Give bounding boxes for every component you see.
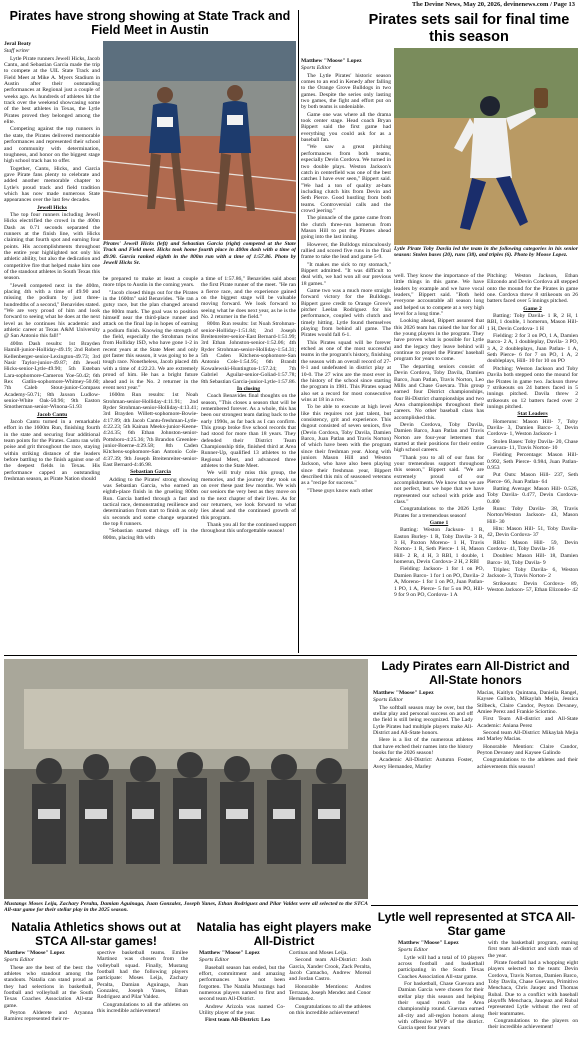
baseball-paragraph: Looking ahead, Bippert assured that this 2026 team has raised the bar for all the young players in the program. They have proven what is possible for Lytle and the legacy they leave behind will continue to propel the Pirates' baseball program for years to come. bbox=[394, 318, 484, 363]
baseball-column-1 bbox=[301, 58, 391, 653]
baseball-stat: Triples: Toby Davila- 6, Weston Jackson- 3, Travis Norton- 2 bbox=[487, 567, 578, 580]
baseball-column-2 bbox=[394, 273, 484, 653]
track-paragraph: Competing against the top runners in the state, the Pirates delivered memorable performances and represented their school and community with determination, toughness, and honor on the biggest stage high school track has to offer. bbox=[4, 126, 100, 165]
track-paragraph: 800m Run results: 1st Noah Strohman-senior-Holliday-1:51.84; 2nd Joseph Breitenreiter-senior-East Bernard-1:51.99; 3rd Ethan Johnston-senior-1:52.06; 4th Ryder Strohman-senior-Holliday-1:54.31; 5th Caden Kitchens-sophomore-San Antonio Cole-1:54.95; 6th Brandt Kowalewski-Huntington-1:57.24; 7th Gabriel Aguilar-senior-Goliad-1:57.78; 8th Sebastian Garcia-junior-Lytle-1:57.86. bbox=[201, 321, 296, 385]
track-paragraph: Together, Cantu, Hicks, and Garcia gave Pirate fans plenty to celebrate and added another memorable chapter to Lytle's proud track and field tradition which has now made numerous State appearances over the last few decades. bbox=[4, 165, 100, 204]
baseball-paragraph: However, the Bulldogs miraculously rallied and scored five runs in the final frame to take the lead and game 5-9. bbox=[301, 241, 391, 261]
natalia-baseball-paragraph: Second team All-District: Josh Garcia, Xander Crook, Zack Peralta, Jacob Camacho, Andrew Moreal and Jordan Castro. bbox=[289, 957, 371, 983]
all-star-photo bbox=[4, 659, 368, 899]
baseball-byline: Matthew "Moose" Lopez bbox=[301, 58, 362, 64]
track-byline: Jeral Beaty bbox=[4, 41, 32, 47]
baseball-stat: Batting Average: Mason Hill- 0.526, Toby Davila- 0.477, Devin Cordova- 0.400 bbox=[487, 486, 578, 505]
lytle-stca-role: Sports Editor bbox=[398, 947, 428, 954]
lady-pirates-column-1 bbox=[373, 690, 473, 900]
baseball-paragraph: "It makes me sick to my stomach," Bippert admitted. "It was difficult to deal with, we had won all our previous 18 games." bbox=[301, 261, 391, 287]
baseball-paragraph: Fielding: Jackson- 1 for 1 on PO, Damien Barco- 1 for 1 on PO, Davila- 2 A, Moreno- 1 for 1 on PO, Juan Patlan- 1 PO, 1 A, Pierce- 5 for 5 on PO, Hill- 9 for 9 on PO, Cordova- 1 A bbox=[394, 566, 484, 598]
track-column-3 bbox=[201, 276, 296, 653]
lytle-stca-paragraph: Lytle will had a total of 10 players across football and basketball participating in the South Texas Coaches Association All-star game. bbox=[398, 954, 484, 980]
baseball-paragraph: Fielding: 2 for 3 on PO, 1 A, Damien Barco- 2 A, 1 doubleplay, Davila- 3 PO, 3 A, 2 doubleplays, Juan Patlan- 1 A, Seth Pierce- 6 for 7 on PO, 1 A, 2 doubleplays, Hill- 10 for 10 on PO bbox=[487, 333, 578, 365]
baseball-paragraph: Game two was a much more straight forward victory for the Bulldogs. Bippert gave credit to Orange Grove's pitcher Leelan Rodriguez for his performance, coupled with clutch and timely hitting. Lytle found themselves playing from behind all game. The Pirates would fall 6-1. bbox=[301, 288, 391, 339]
lady-pirates-role: Sports Editor bbox=[373, 697, 403, 704]
lady-pirates-paragraph: Second team All-District: Mikaylah Mejia and Marley Macias. bbox=[477, 730, 578, 743]
lytle-stca-headline: Lytle well represented at STCA All-Star game bbox=[377, 910, 576, 938]
baseball-paragraph: "These guys know each other bbox=[307, 487, 373, 494]
lytle-stca-column-1 bbox=[398, 940, 484, 1062]
baseball-column-3 bbox=[487, 273, 578, 653]
baseball-role: Sports Editor bbox=[301, 65, 331, 72]
lady-pirates-column-2 bbox=[477, 690, 578, 900]
lytle-stca-column-2 bbox=[488, 940, 578, 1062]
track-column-1 bbox=[4, 41, 100, 653]
natalia-baseball-paragraph: Cortinas and Moses Leija. bbox=[289, 950, 348, 956]
baseball-stat: Fielding Percentage: Mason Hill- 0.992, Seth Pierce- 0.984, Juan Patlan- 0.953 bbox=[487, 452, 578, 471]
baseball-stat: RBIs: Mason Hill- 59, Devin Cordova- 41, Toby Davila- 26 bbox=[487, 539, 578, 553]
track-paragraph: be prepared to make at least a couple more trips to Austin in the coming years. bbox=[103, 276, 198, 289]
baseball-paragraph: well. They know the importance of the little things in this game. We have leaders by example and we have vocal leaders," Bippert said. "Both held everyone accountable all season long and helped us to compete at a very high level for a long time." bbox=[394, 273, 484, 318]
natalia-baseball-paragraph: Baseball season has ended, but the effort, commitment and amazing performances have not been forgotten. The Natalia Mustangs had numerous players named to first and second team All-District. bbox=[199, 964, 285, 1003]
lytle-stca-paragraph: Pirate football had a whopping eight players selected to the team: Devin Cordova, Travis Norton, Damien Barco, Toby Davila, Chase Guevara, Primitivo Menchaca, Chris Jauqez and Thomas Rubal. Due to a conflict with baseball playoffs Menchaca, Jauqeaz and Rubal represented Lytle without the rest of their teammates. bbox=[488, 960, 578, 1017]
baseball-subhead-game1: Game 1 bbox=[429, 520, 449, 527]
baseball-stat: Stolen Bases: Toby Davila- 20, Chase Guevara- 11, Travis Norton- 10 bbox=[487, 438, 578, 451]
natalia-baseball-headline: Natalia has eight players make All-District bbox=[196, 920, 372, 948]
track-photo bbox=[103, 41, 296, 240]
natalia-baseball-column-2 bbox=[289, 950, 371, 1062]
baseball-stat: Hits: Mason Hill- 51, Toby Davila- 42, Devin Cordova- 37 bbox=[487, 526, 578, 539]
track-paragraph: "Jewell competed next in the 400m, placing 4th with a time of 49.90 and missing the podium by just three-hundredths of a second," Benavides stated. "We are very proud of him and look forward to seeing what he does at the next level as he continues his academic and athletic career at Texas A&M University @ San Antonio this fall!" bbox=[4, 282, 100, 340]
track-subhead-closing: In closing bbox=[236, 385, 261, 392]
baseball-stat: Homeruns: Mason Hill- 7, Toby Davila- 3, Damien Barco- 3, Devin Cordova- 1, Weston Jackson- 1 bbox=[487, 418, 578, 438]
baseball-photo-caption: Lytle Pirate Toby Davila led the team in the following categories in his senior season: Stolen bases (20), runs (38), and triples (6). Photo by Moose Lopez. bbox=[394, 246, 578, 259]
all-star-photo-caption: Mustangs Moses Leija, Zachary Peralta, Damian Aguinaga, Juan Gonzalez, Joseph Yanes, Ethan Rodriguez and Pilar Valdez were all selected to the STCA All-star game for their stellar play in the 2025 season. bbox=[4, 901, 368, 914]
lytle-stca-byline: Matthew "Moose" Lopez bbox=[398, 940, 459, 946]
track-paragraph: "Jacob closed things out for the Pirates in the 1600m" said Benavides. "He ran a gutsy race, but the plan changed around the 800m mark. The goal was to position himself near the third-place runner and attack on the final lap in hopes of earning a podium finish. Knowing the strength of the field, especially the Strohman twins from Holliday ISD, who have gone 1-2 in recent years at the State Meet and only got faster this season, it was going to be a tough race. Nonetheless, Jacob placed 4th with a time of 4:22.23. We are extremely proud of him. He has a bright future ahead and is the No. 2 returner in the event next year." bbox=[103, 289, 198, 391]
baseball-paragraph: Pitching: Weston Jackson, Ethan Elizondo and Devin Cordova all stepped onto the mound for the Pirates in game one. Cordova threw 8 strikeouts on 26 batters faced over 5 innings pitched. bbox=[487, 273, 578, 305]
baseball-subhead-game2: Game 2 bbox=[523, 305, 542, 312]
natalia-athletics-column-1 bbox=[4, 950, 93, 1062]
column-divider bbox=[298, 10, 299, 653]
natalia-athletics-paragraph: spective basketball teams. Emilee Martinez was chosen from the volleyball squad. Finally, Mustang football had the following players participate: Moses Leija, Zachary Peralta, Damian Aguinaga, Juan Gonzalez, Joseph Yanes, Ethan Rodriguez and Pilar Valdez. bbox=[97, 950, 188, 1001]
natalia-baseball-paragraph: Andrew Arizola was named Co-Utility player of the year. bbox=[199, 1003, 285, 1017]
page-header: The Devine News, May 20, 2026, devinenews.com / Page 13 bbox=[411, 1, 575, 8]
natalia-baseball-role: Sports Editor bbox=[199, 957, 229, 964]
track-paragraph: Adding to the Pirates' strong showing was Sebastian Garcia, who earned an eighth-place finish in the grueling 800m Run. Garcia battled through a fast and tactical race, demonstrating resilience and determination from start to finish as only six seconds and some change separated the top 8 runners. bbox=[103, 476, 198, 528]
natalia-baseball-byline: Matthew "Moose" Lopez bbox=[199, 950, 260, 956]
track-paragraph: Coach Benavides final thoughts on the season, "This closes a season that will be remembered forever. As a whole, this has been our strongest team dating back to the early 1990s, as far back as I can confirm. This group broke five school records that had stood for more than 18 years. They defended their District Team Championship title, finished third at Area Runner-Up, qualified 13 athletes to the Regional Meet, and advanced three athletes to the State Meet. bbox=[201, 393, 296, 469]
natalia-athletics-paragraph: These are the best of the best: the athletes who standout among the standouts. Natalia can stand proud as they had selections in basketball, football and volleyball at the South Texas Coaches Association All-star game. bbox=[4, 964, 93, 1009]
baseball-paragraph: Game one was where all the drama took center stage. Head coach Bryan Bippert said the first game had everything you could ask for as a baseball fan. bbox=[301, 111, 391, 144]
natalia-baseball-column-1 bbox=[199, 950, 285, 1062]
natalia-athletics-column-2 bbox=[97, 950, 188, 1062]
natalia-baseball-paragraph: Honorable Mentions: Andres Terrazas, Joseph Mendez and Conor Hernandez. bbox=[289, 983, 371, 1003]
section-divider bbox=[371, 905, 578, 906]
track-paragraph: a time of 1:57.86," Benavides said about the first Pirate runner of the meet. "He ran a fierce race, and the experience gained on the biggest stage will be valuable moving forward. We look forward to seeing what he does next year, as he is the No. 2 returner in the field." bbox=[201, 276, 296, 321]
lady-pirates-headline: Lady Pirates earn All-District and All-State honors bbox=[381, 659, 570, 687]
natalia-athletics-byline: Matthew "Moose" Lopez bbox=[4, 950, 65, 956]
natalia-baseball-paragraph: Congratulations to all the athletes on this incredible achievement! bbox=[289, 1003, 371, 1017]
baseball-paragraph: Batting: Toby Davila- 1 R, 2 H, 1 RBI, 1 double, 1 homerun, Mason Hill- 1 H, Devin Cordova- 1 H bbox=[487, 313, 578, 332]
baseball-subhead-stat-leaders: Stat Leaders bbox=[517, 411, 548, 418]
lady-pirates-paragraph: First Team All-district and All-State Academic: Aniana Perez bbox=[477, 716, 578, 729]
track-paragraph: Jacob Cantu turned in a remarkable effort in the 1600m Run, finishing fourth in the state and securing four additional team points for the Pirates. Cantu ran with poise and grit throughout the race, staying within striking distance of the leaders before battling to the finish against one of the deepest fields in Texas. His performance capped an outstanding freshman season, as Pirate Nation should bbox=[4, 418, 100, 483]
baseball-paragraph: The departing seniors consist of Devin Cordova, Toby Davila, Damien Barco, Juan Patlan, Travis Norton, Leo Mills and Chase Guevara. This group earned four District championships, four Bi-District championships and two Area championships throughout their careers. No other baseball class has accomplished this. bbox=[394, 363, 484, 421]
track-subhead-cantu: Jacob Cantu bbox=[36, 411, 68, 418]
baseball-paragraph: This Pirates squad will be forever etched as one of the most successful teams in the program's history, finishing the season with an overall record of 27-8-1 and undefeated in district play at 10-0. The 27 wins are the most ever in the history of the school since starting the program in 1981. This Pirates squad also set a record for most consecutive wins at 18 in a row. bbox=[301, 339, 391, 403]
baseball-stat: Strikeouts: Devin Cordova- 89, Weston Jackson- 57, Ethan Elizondo- 42 bbox=[487, 580, 578, 594]
baseball-paragraph: To be able to execute at high level like this requires not just talent, but consistency, grit and experience. This dugout consisted of seven seniors, five (Devin Cordova, Toby Davila, Damien Barco, Juan Patlan and Travis Norton) of which have been with the program since their freshman year. Along with juniors Mason Hill and Weston Jackson, who have also been playing since their freshman year, Bippert described this mix of seasoned veterans as a "recipe for success." bbox=[301, 404, 391, 487]
track-paragraph: "Sebastian started things off in the 800m, placing 8th with bbox=[103, 528, 198, 541]
lady-pirates-paragraph: The softball season may be over, but the stellar play and personal success on and off the field is still being recognized. The Lady Lytle Pirates had multiple players make All-District and All-State honors. bbox=[373, 704, 473, 737]
lady-pirates-paragraph: Honorable Mention: Claire Candor, Peyton Devaney and Kaysee Galindo bbox=[477, 743, 578, 757]
lady-pirates-paragraph: Here is a list of the numerous athletes that have etched their names into the history books for the 2026 season! bbox=[373, 737, 473, 757]
baseball-paragraph: "Thank you to all of our fans for your tremendous support throughout this season," Bippert said. "We are extremely proud of our accomplishments. We know that we are not perfect, but we hope that we have represented our school with pride and class." bbox=[394, 454, 484, 506]
lytle-stca-paragraph: with the basketball program, earning first team all-district and sixth man of the year. bbox=[488, 940, 578, 959]
track-paragraph: Lytle Pirate runners Jewell Hicks, Jacob Cantu, and Sebastian Garcia made the trip to compete at the UIL State Track and Field Meet at Mike A. Myers Stadium in Austin after their outstanding performances at Regional just a couple of weeks ago. As hundreds of athletes hit the track over the weekend showcasing some of the best athletes in Texas, the Lytle Pirates proved they belonged among the elite. bbox=[4, 55, 100, 126]
baseball-paragraph: The pinnacle of the game came from the clutch three-run homerun from Mason Hill to put the Pirates ahead going into the last inning. bbox=[301, 215, 391, 241]
track-paragraph: Thank you all for the continued support throughout this unforgettable season! bbox=[201, 522, 296, 535]
natalia-athletics-headline: Natalia Athletics shows out at STCA All-star games! bbox=[11, 920, 181, 948]
track-subhead-garcia: Sebastian Garcia bbox=[130, 469, 171, 476]
lytle-stca-paragraph: Congratulations to the players on their incredible achievement! bbox=[488, 1018, 578, 1031]
natalia-athletics-paragraph: Peyton Alderete and Aryanna Ramirez represented their re- bbox=[4, 1010, 93, 1023]
track-photo-caption: Pirates' Jewell Hicks (left) and Sebastian Garcia (right) competed at the State Track and Field meet. Hicks took home fourth place in 400m dash with a time of 49.90. Garcia ranked eighth in the 800m run with a time of 1:57.86. Photo by Jewell Hicks Sr. bbox=[103, 241, 296, 267]
natalia-baseball-paragraph: First team All-District: Leo bbox=[205, 1017, 271, 1024]
natalia-athletics-role: Sports Editor bbox=[4, 957, 34, 964]
lady-pirates-paragraph: Macias, Kaitlyn Quintana, Daniella Rangel, Kaysee Galindo, Mikaylah Mejia, Jessica Stilbeck, Claire Candor, Peyton Devaney, Amiee Perez and Frankie Sciortino. bbox=[477, 690, 578, 716]
natalia-athletics-paragraph: Congratulations to all the athletes on this incredible achievement! bbox=[97, 1001, 188, 1015]
track-paragraph: The top four runners including Jewell Hicks electrified the crowd in the 400m Dash as 0.71 seconds separated the runners at the finish line, with Hicks claiming that fourth spot and earning four points. His accomplishments throughout the entire year highlighted not only his athletic ability, but also the dedication and competitive fire that helped make him one of the standout athletes in South Texas this season. bbox=[4, 211, 100, 282]
track-paragraph: 400m Dash results: 1st Brayden Hamill-junior-Holliday-49.19; 2nd Robert Kellenberger-senior-Lexington-49.73; 3rd Nasir Taylor-junior-49.87; 4th Jewell Hicks-senior-Lytle-49.90; 5th Esteban Lara-sophomore-Cameron Yoe-50.42; 6th Rex Gatlin-sophomore-Whitney-50.60; 7th Caleb Stout-junior-Compass Academy-50.71; 8th Jaxson Ludlow-senior-White Oak-50.96; 9th Easton Smotherman-senior-Winona-51.93 bbox=[4, 340, 100, 411]
track-role: Staff writer bbox=[4, 48, 30, 55]
baseball-headline: Pirates sets sail for final time this season bbox=[368, 12, 570, 45]
lady-pirates-byline: Matthew "Moose" Lopez bbox=[373, 690, 434, 696]
track-paragraph: 1600m Run results: 1st Noah Strohman-senior-Holliday-4:11.91; 2nd Ryder Strohman-senior-Holliday-4:13.41; 3rd Brayden Willett-sophomore-Bowie-4:17.89; 4th Jacob Cantu-freshman-Lytle-4:22.23; 5th Kainan Meeks-junior-Keene-4:24.35; 6th Ethan Johnston-senior-Pottsboro-4:25.36; 7th Brandon Greenlee-junior-Boerne-4:29.58; 8th Caden Kitchens-sophomore-San Antonio Cole-4:37.39; 9th Joseph Breitenreiter-senior-East Bernard-4:46.98. bbox=[103, 392, 198, 468]
baseball-paragraph: Batting: Weston Jackson- 1 R, Easton Burley- 1 R, Toby Davila- 3 R, 3 H, Paxton Moreno- 1 H, Travis Norton- 1 R, Seth Pierce- 1 H, Mason Hill- 2 R, 4 H, 3 RBI, 1 double, 1 homerun, Devin Cordova- 2 H, 2 RBI bbox=[394, 527, 484, 566]
track-paragraph: We will truly miss this group, the memories, and the journey they took us on over these past few months. We wish our seniors the very best as they move on to the next chapter of their lives. As for our returners, we look forward to what lies ahead and the continued growth of this program. bbox=[201, 470, 296, 521]
baseball-stat: Doubles: Mason Hill- 18, Damien Barco- 10, Toby Davila- 9 bbox=[487, 553, 578, 566]
track-column-2 bbox=[103, 276, 198, 653]
baseball-paragraph: Devin Cordova, Toby Davila, Damien Barco, Juan Patlan and Travis Norton are four-year lettermen that started at their positions for their entire high school careers. bbox=[394, 421, 484, 454]
baseball-photo bbox=[394, 48, 578, 245]
baseball-paragraph: "We saw a great pitching performances from both teams, especially Devin Cordova. We turned in two double plays. Weston Jackson's catch in centerfield was one of the best catches I have ever seen," Bippert said. "We had a ton of quality at-bats including clutch hits from Devin and Seth Pierce. Good hustling from both teams. Controversial calls and the crowd jeering." bbox=[301, 144, 391, 214]
track-headline: Pirates have strong showing at State Track and Field Meet in Austin bbox=[9, 9, 291, 37]
baseball-stat: Runs: Toby Davila- 38, Travis Norton/Weston Jackson- 43, Mason Hill- 30 bbox=[487, 506, 578, 525]
track-subhead-hicks: Jewell Hicks bbox=[37, 204, 67, 211]
lady-pirates-paragraph: Congratulations to the athletes and their achievements this season! bbox=[477, 757, 578, 770]
baseball-paragraph: Congratulations to the 2026 Lytle Pirates for a tremendous season! bbox=[394, 506, 484, 519]
baseball-paragraph: The Lytle Pirates' historic season comes to an end in Kenedy after falling to the Orange Grove Bulldogs in two games. Despite the series only lasting two games, the fight and effort put on by both teams is undeniable. bbox=[301, 72, 391, 111]
lytle-stca-paragraph: For basketball, Chase Guevara and Damian Garcia were chosen for their stellar play this season and helping their squad reach the Area championship round. Guevara earned all-city and all-region honors along with offensive MVP of the district. Garcia spent four years bbox=[398, 981, 484, 1032]
baseball-stat: Put Outs: Mason Hill- 237, Seth Pierce- 66, Juan Patlan- 64 bbox=[487, 472, 578, 485]
baseball-paragraph: Pitching: Weston Jackson and Toby Davila both stepped onto the mound for the Pirates in game two. Jackson threw 7 strikeouts on 24 batters faced in 5 innings pitched. Davila threw 2 strikeouts on 12 batters faced over 2 innings pitched. bbox=[487, 365, 578, 410]
section-divider bbox=[4, 655, 577, 656]
lady-pirates-paragraph: Academic All-District: Autumn Foster, Avery Hernandez, Marley bbox=[373, 757, 473, 770]
